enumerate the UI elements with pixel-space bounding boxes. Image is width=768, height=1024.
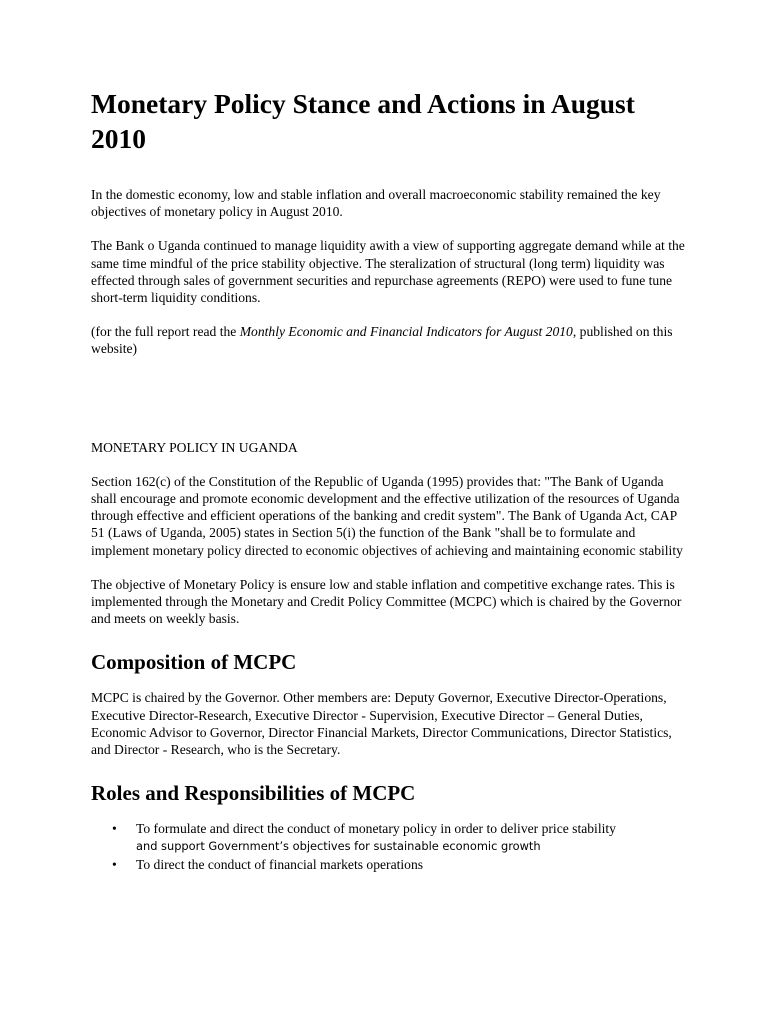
bullet-icon: •	[112, 856, 117, 872]
roles-heading: Roles and Responsibilities of MCPC	[91, 781, 416, 806]
list-item-continuation: and support Government’s objectives for sustainable economic growth	[136, 839, 541, 854]
list-item-text: To formulate and direct the conduct of monetary policy in order to deliver price stability	[136, 821, 616, 837]
monetary-policy-heading: MONETARY POLICY IN UGANDA	[91, 439, 298, 455]
report-title-link-text: Monthly Economic and Financial Indicators for August 2010	[239, 324, 573, 340]
list-item	[91, 856, 691, 873]
intro-paragraph-2: The Bank o Uganda continued to manage liquidity awith a view of supporting aggregate demand while at the same time mindful of the price stability objective. The steralization of structural (long term) liquidity was effected through sales of government securities and repurchase agreements (REPO) were used to fune tune short-term liquidity conditions.	[91, 238, 685, 306]
report-note-prefix: (for the full report read the	[91, 324, 240, 340]
page-title: Monetary Policy Stance and Actions in August 2010	[91, 88, 635, 154]
composition-paragraph: MCPC is chaired by the Governor. Other members are: Deputy Governor, Executive Director-Operations, Executive Director-Research, Executive Director - Supervision, Executive Director – General Duties, Economic Advisor to Governor, Director Financial Markets, Director Communications, Director Statistics, and Director - Research, who is the Secretary.	[91, 690, 672, 758]
intro-paragraph-1: In the domestic economy, low and stable inflation and overall macroeconomic stability remained the key objectives of monetary policy in August 2010.	[91, 187, 661, 220]
report-note	[91, 323, 691, 357]
bullet-icon: •	[112, 821, 117, 837]
report-note-suffix: , published on this website)	[91, 324, 673, 357]
list-item	[91, 820, 691, 855]
list-item-text: To direct the conduct of financial markets operations	[136, 856, 424, 872]
document-page	[91, 86, 691, 873]
composition-heading: Composition of MCPC	[91, 650, 297, 675]
objective-paragraph: The objective of Monetary Policy is ensure low and stable inflation and competitive exchange rates. This is implemented through the Monetary and Credit Policy Committee (MCPC) which is chaired by the Governor and meets on weekly basis.	[91, 576, 682, 627]
constitution-paragraph: Section 162(c) of the Constitution of the Republic of Uganda (1995) provides that: "The Bank of Uganda shall encourage and promote economic development and the effective utilization of the resources of Uganda through effective and efficient operations of the banking and credit system". The Bank of Uganda Act, CAP 51 (Laws of Uganda, 2005) states in Section 5(i) the function of the Bank "shall be to formulate and implement monetary policy directed to economic objectives of achieving and maintaining economic stability	[91, 473, 683, 558]
roles-list	[91, 820, 691, 873]
